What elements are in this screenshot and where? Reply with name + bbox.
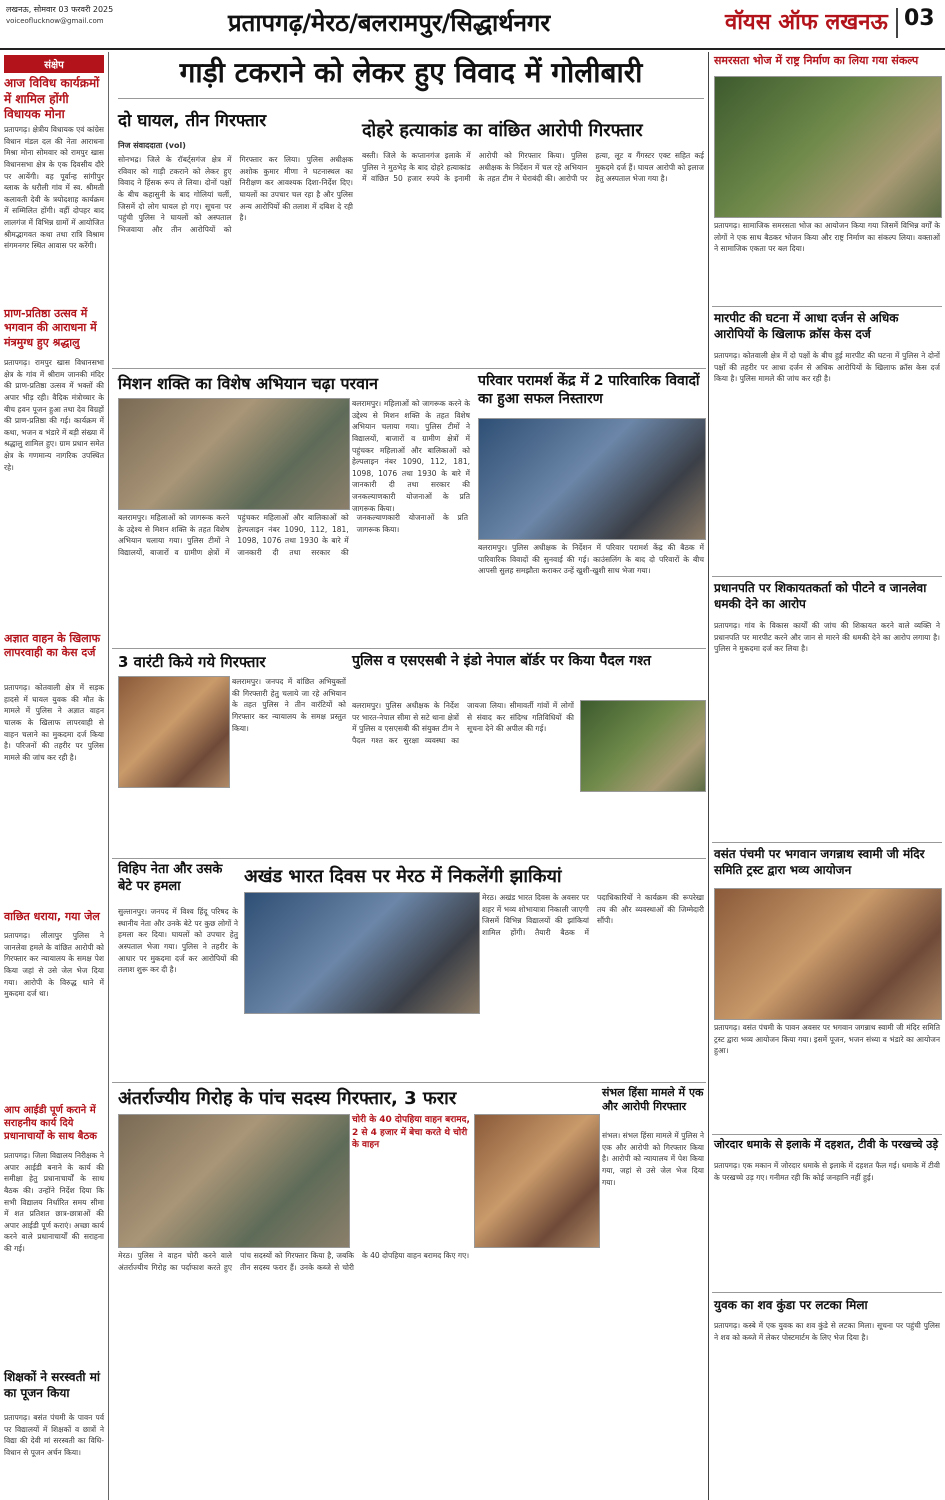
gang-callout: चोरी के 40 दोपहिया वाहन बरामद, 2 से 4 हजार में बेचा करते थे चोरी के वाहन [352, 1115, 470, 1151]
section-rule [712, 1292, 942, 1293]
issue-date: लखनऊ, सोमवार 03 फरवरी 2025 [6, 5, 114, 14]
blast-headline: जोरदार धमाके से इलाके में दहशत, टीवी के परखच्चे उड़े [714, 1138, 939, 1151]
sidebar-headline: आप आईडी पूर्ण कराने में सराहनीय कार्य दिये प्रधानाचार्यों के साथ बैठक [4, 1105, 97, 1142]
section-rule [712, 306, 942, 307]
vhp-body: सुल्तानपुर। जनपद में विश्व हिंदू परिषद के स्थानीय नेता और उनके बेटे पर कुछ लोगों ने हमला कर दिया। घायलों को उपचार हेतु अस्पताल भेजा गया। पुलिस ने तहरीर के आधार पर मुकदमा दर्ज कर आरोपियों की तलाश शुरू कर दी है। [118, 907, 238, 975]
sidebar-headline: वाछित धराया, गया जेल [4, 910, 100, 923]
sidebar-label: संक्षेप [4, 55, 104, 73]
page-number: 03 [904, 6, 935, 31]
family-body: बलरामपुर। पुलिस अधीक्षक के निर्देशन में परिवार परामर्श केंद्र की बैठक में पारिवारिक विवादों की सुनवाई की गई। काउंसलिंग के बाद दो परिवारों के बीच आपसी सुलह समझौता कराकर उन्हें खुशी-खुशी साथ भेजा गया। [478, 543, 704, 576]
vhp-headline: विहिप नेता और उसके बेटे पर हमला [118, 862, 223, 894]
vasant-body: प्रतापगढ़। वसंत पंचमी के पावन अवसर पर भगवान जगन्नाथ स्वामी जी मंदिर समिति ट्रस्ट द्वारा भव्य आयोजन किया गया। इसमें पूजन, भजन संध्या व भंडारे का आयोजन हुआ। [714, 1023, 940, 1056]
lead-subhead: दो घायल, तीन गिरफ्तार [118, 111, 267, 131]
samrasta-photo [714, 76, 942, 218]
sidebar-body: प्रतापगढ़। क्षेत्रीय विधायक एवं कांग्रेस विधान मंडल दल की नेता आराधना मिश्रा मोना सोमवार को रामपुर खास विधानसभा क्षेत्र के एक दिवसीय दौरे पर आयेंगी। वह पूर्वान्ह सांगीपुर ब्लाक के धरौली गांव में स्व. श्रीमती कलावती देवी के त्रयोदशाह कार्यक्रम में सम्मिलित होंगी। वहीं दोपहर बाद लालगंज में विभिन्न ग्रामों में आयोजित श्रीमद्भागवत कथा तथा रात्रि विश्राम संगमनगर स्थित आवास पर करेंगी। [4, 125, 104, 251]
border-headline: पुलिस व एसएसबी ने इंडो नेपाल बॉर्डर पर किया पैदल गश्त [352, 653, 652, 669]
youth-body: प्रतापगढ़। कस्बे में एक युवक का शव कुंडे से लटका मिला। सूचना पर पहुंची पुलिस ने शव को कब्जे में लेकर पोस्टमार्टम के लिए भेज दिया है। [714, 1321, 940, 1342]
edition-cities: प्रतापगढ़/मेरठ/बलरामपुर/सिद्धार्थनगर [228, 9, 551, 37]
gang-body: मेरठ। पुलिस ने वाहन चोरी करने वाले अंतर्राज्यीय गिरोह का पर्दाफाश करते हुए पांच सदस्यों को गिरफ्तार किया है, जबकि तीन सदस्य फरार हैं। उनके कब्जे से चोरी के 40 दोपहिया वाहन बरामद किए गए। [118, 1251, 470, 1272]
mission-body: बलरामपुर। महिलाओं को जागरूक करने के उद्देश्य से मिशन शक्ति के तहत विशेष अभियान चलाया गया। पुलिस टीमों ने विद्यालयों, बाजारों व ग्रामीण क्षेत्रों में पहुंचकर महिलाओं और बालिकाओं को हेल्पलाइन नंबर 1090, 112, 181, 1098, 1076 तथा 1930 के बारे में जानकारी दी तथा सरकार की जनकल्याणकारी योजनाओं के प्रति जागरूक किया। [118, 513, 468, 557]
lead-rule [118, 98, 704, 99]
lead-byline: निज संवाददाता (vol) [118, 141, 186, 150]
sambhal-body: संभल। संभल हिंसा मामले में पुलिस ने एक और आरोपी को गिरफ्तार किया है। आरोपी को न्यायालय में पेश किया गया, जहां से उसे जेल भेज दिया गया। [602, 1131, 704, 1187]
murder-body: बस्ती। जिले के कप्तानगंज इलाके में पुलिस ने मुठभेड़ के बाद दोहरे हत्याकांड में वांछित 50 हजार रुपये के इनामी आरोपी को गिरफ्तार किया। पुलिस अधीक्षक के निर्देशन में चल रहे अभियान के तहत टीम ने घेराबंदी की। आरोपी पर हत्या, लूट व गैंगस्टर एक्ट सहित कई मुकदमे दर्ज हैं। घायल आरोपी को इलाज हेतु अस्पताल भेजा गया है। [362, 151, 704, 184]
lead-body: सोनभद्र। जिले के रॉबर्ट्सगंज क्षेत्र में रविवार को गाड़ी टकराने को लेकर हुए विवाद ने हिंसक रूप ले लिया। दोनों पक्षों के बीच कहासुनी के बाद गोलियां चलीं, जिसमें दो लोग घायल हो गए। सूचना पर पहुंची पुलिस ने घायलों को अस्पताल भिजवाया और तीन आरोपियों को गिरफ्तार कर लिया। पुलिस अधीक्षक अशोक कुमार मीणा ने घटनास्थल का निरीक्षण कर आवश्यक दिशा-निर्देश दिए। घायलों का उपचार चल रहा है और पुलिस अन्य आरोपियों की तलाश में दबिश दे रही है। [118, 155, 353, 234]
mission-headline: मिशन शक्ति का विशेष अभियान चढ़ा परवान [118, 374, 378, 393]
border-body: बलरामपुर। पुलिस अधीक्षक के निर्देश पर भारत-नेपाल सीमा से सटे थाना क्षेत्रों में पुलिस व एसएसबी की संयुक्त टीम ने पैदल गश्त कर सुरक्षा व्यवस्था का जायजा लिया। सीमावर्ती गांवों में लोगों से संवाद कर संदिग्ध गतिविधियों की सूचना देने की अपील की गई। [352, 701, 574, 745]
gang-photo [118, 1114, 350, 1248]
sidebar-body: प्रतापगढ़। रामपुर खास विधानसभा क्षेत्र के गांव में श्रीराम जानकी मंदिर की प्राण-प्रतिष्ठा उत्सव में भक्तों की अपार भीड़ रही। वैदिक मंत्रोच्चार के बीच हवन पूजन हुआ तथा देव विग्रहों की प्राण-प्रतिष्ठा की गई। कार्यक्रम में कथा, भजन व भंडारे में बड़ी संख्या में श्रद्धालु शामिल हुए। ग्राम प्रधान समेत क्षेत्र के गणमान्य नागरिक उपस्थित रहे। [4, 358, 104, 472]
section-rule [712, 1134, 942, 1135]
samrasta-headline: समरसता भोज में राष्ट्र निर्माण का लिया गया संकल्प [714, 54, 919, 67]
mission-photo [118, 398, 350, 510]
section-rule [712, 576, 942, 577]
paper-name: वॉयस ऑफ लखनऊ [725, 10, 888, 35]
akhand-headline: अखंड भारत दिवस पर मेरठ में निकलेंगी झाकियां [244, 866, 562, 887]
sidebar [0, 52, 109, 1500]
samrasta-body: प्रतापगढ़। सामाजिक समरसता भोज का आयोजन किया गया जिसमें विभिन्न वर्गों के लोगों ने एक साथ बैठकर भोजन किया और राष्ट्र निर्माण का संकल्प लिया। वक्ताओं ने सामाजिक एकता पर बल दिया। [714, 221, 940, 254]
sidebar-body: प्रतापगढ़। जिला विद्यालय निरीक्षक ने अपार आईडी बनाने के कार्य की समीक्षा हेतु प्रधानाचार्यों के साथ बैठक की। उन्होंने निर्देश दिया कि सभी विद्यालय निर्धारित समय सीमा में शत प्रतिशत छात्र-छात्राओं की अपार आईडी पूर्ण कराएं। अच्छा कार्य करने वाले प्रधानाचार्यों की सराहना की गई। [4, 1151, 104, 1253]
contact-email: voiceoflucknow@gmail.com [6, 17, 104, 25]
vasant-headline: वसंत पंचमी पर भगवान जगन्नाथ स्वामी जी मंदिर समिति ट्रस्ट द्वारा भव्य आयोजन [714, 847, 925, 878]
assault-headline: मारपीट की घटना में आधा दर्जन से अधिक आरोपियों के खिलाफ क्रॉस केस दर्ज [714, 311, 899, 342]
border-photo [580, 700, 706, 792]
gang-photo-2 [474, 1114, 600, 1248]
section-rule [112, 858, 706, 859]
family-headline: परिवार परामर्श केंद्र में 2 पारिवारिक विवादों का हुआ सफल निस्तारण [478, 373, 700, 408]
sidebar-headline: आज विविध कार्यक्रमों में शामिल होंगी विधायक मोना [4, 76, 100, 122]
gang-headline: अंतर्राज्यीय गिरोह के पांच सदस्य गिरफ्तार, 3 फरार [118, 1088, 457, 1109]
warrant-photo [118, 676, 230, 788]
blast-body: प्रतापगढ़। एक मकान में जोरदार धमाके से इलाके में दहशत फैल गई। धमाके में टीवी के परखच्चे उड़ गए। गनीमत रही कि कोई जनहानि नहीं हुई। [714, 1161, 940, 1182]
family-photo [478, 418, 706, 540]
sambhal-headline: संभल हिंसा मामले में एक और आरोपी गिरफ्तार [602, 1086, 704, 1114]
warrant-body: बलरामपुर। जनपद में वांछित अभियुक्तों की गिरफ्तारी हेतु चलाये जा रहे अभियान के तहत पुलिस ने तीन वारंटियों को गिरफ्तार कर न्यायालय के समक्ष प्रस्तुत किया। [232, 677, 346, 733]
assault-body: प्रतापगढ़। कोतवाली क्षेत्र में दो पक्षों के बीच हुई मारपीट की घटना में पुलिस ने दोनों पक्षों की तहरीर पर आधा दर्जन से अधिक आरोपियों के खिलाफ क्रॉस केस दर्ज किया है। पुलिस मामले की जांच कर रही है। [714, 351, 940, 384]
warrant-headline: 3 वारंटी किये गये गिरफ्तार [118, 653, 266, 671]
sidebar-body: प्रतापगढ़। बसंत पंचमी के पावन पर्व पर विद्यालयों में शिक्षकों व छात्रों ने विद्या की देवी मां सरस्वती का विधि-विधान से पूजन अर्चन किया। [4, 1413, 104, 1457]
sidebar-body: प्रतापगढ़। लीलापुर पुलिस ने जानलेवा हमले के वांछित आरोपी को गिरफ्तार कर न्यायालय के समक्ष पेश किया जहां से उसे जेल भेज दिया गया। आरोपी के विरुद्ध थाने में मुकदमा दर्ज था। [4, 931, 104, 999]
akhand-photo [244, 892, 480, 1014]
sidebar-headline: अज्ञात वाहन के खिलाफ लापरवाही का केस दर्ज [4, 632, 101, 660]
masthead-divider [896, 8, 898, 38]
sidebar-headline: शिक्षकों ने सरस्वती मां का पूजन किया [4, 1370, 100, 1400]
akhand-body: मेरठ। अखंड भारत दिवस के अवसर पर शहर में भव्य शोभायात्रा निकाली जाएगी जिसमें विभिन्न विद्यालयों की झांकियां शामिल होंगी। तैयारी बैठक में पदाधिकारियों ने कार्यक्रम की रूपरेखा तय की और व्यवस्थाओं की जिम्मेदारी सौंपी। [482, 893, 704, 937]
murder-headline: दोहरे हत्याकांड का वांछित आरोपी गिरफ्तार [362, 120, 643, 141]
youth-headline: युवक का शव कुंडा पर लटका मिला [714, 1298, 868, 1312]
section-rule [112, 1082, 706, 1083]
section-rule [712, 842, 942, 843]
sidebar-body: प्रतापगढ़। कोतवाली क्षेत्र में सड़क हादसे में घायल युवक की मौत के मामले में पुलिस ने अज्ञात वाहन चालक के खिलाफ लापरवाही से वाहन चलाने का मुकदमा दर्ज किया है। परिजनों की तहरीर पर पुलिस मामले की जांच कर रही है। [4, 683, 104, 762]
lead-headline: गाड़ी टकराने को लेकर हुए विवाद में गोलीबारी [179, 56, 643, 89]
masthead [0, 0, 945, 50]
vasant-photo [714, 888, 942, 1020]
section-rule [112, 648, 706, 649]
pradhan-headline: प्रधानपति पर शिकायतकर्ता को पीटने व जानलेवा धमकी देने का आरोप [714, 581, 927, 612]
sidebar-headline: प्राण-प्रतिष्ठा उत्सव में भगवान की आराधना में मंत्रमुग्ध हुए श्रद्धालु [4, 307, 97, 349]
pradhan-body: प्रतापगढ़। गांव के विकास कार्यों की जांच की शिकायत करने वाले व्यक्ति ने प्रधानपति पर मारपीट करने और जान से मारने की धमकी देने का आरोप लगाया है। पुलिस ने मुकदमा दर्ज कर लिया है। [714, 621, 940, 654]
mission-body-side: बलरामपुर। महिलाओं को जागरूक करने के उद्देश्य से मिशन शक्ति के तहत विशेष अभियान चलाया गया। पुलिस टीमों ने विद्यालयों, बाजारों व ग्रामीण क्षेत्रों में पहुंचकर महिलाओं और बालिकाओं को हेल्पलाइन नंबर 1090, 112, 181, 1098, 1076 तथा 1930 के बारे में जानकारी दी तथा सरकार की जनकल्याणकारी योजनाओं के प्रति जागरूक किया। [352, 399, 470, 513]
section-rule [112, 368, 706, 369]
col-divider [708, 52, 709, 1500]
